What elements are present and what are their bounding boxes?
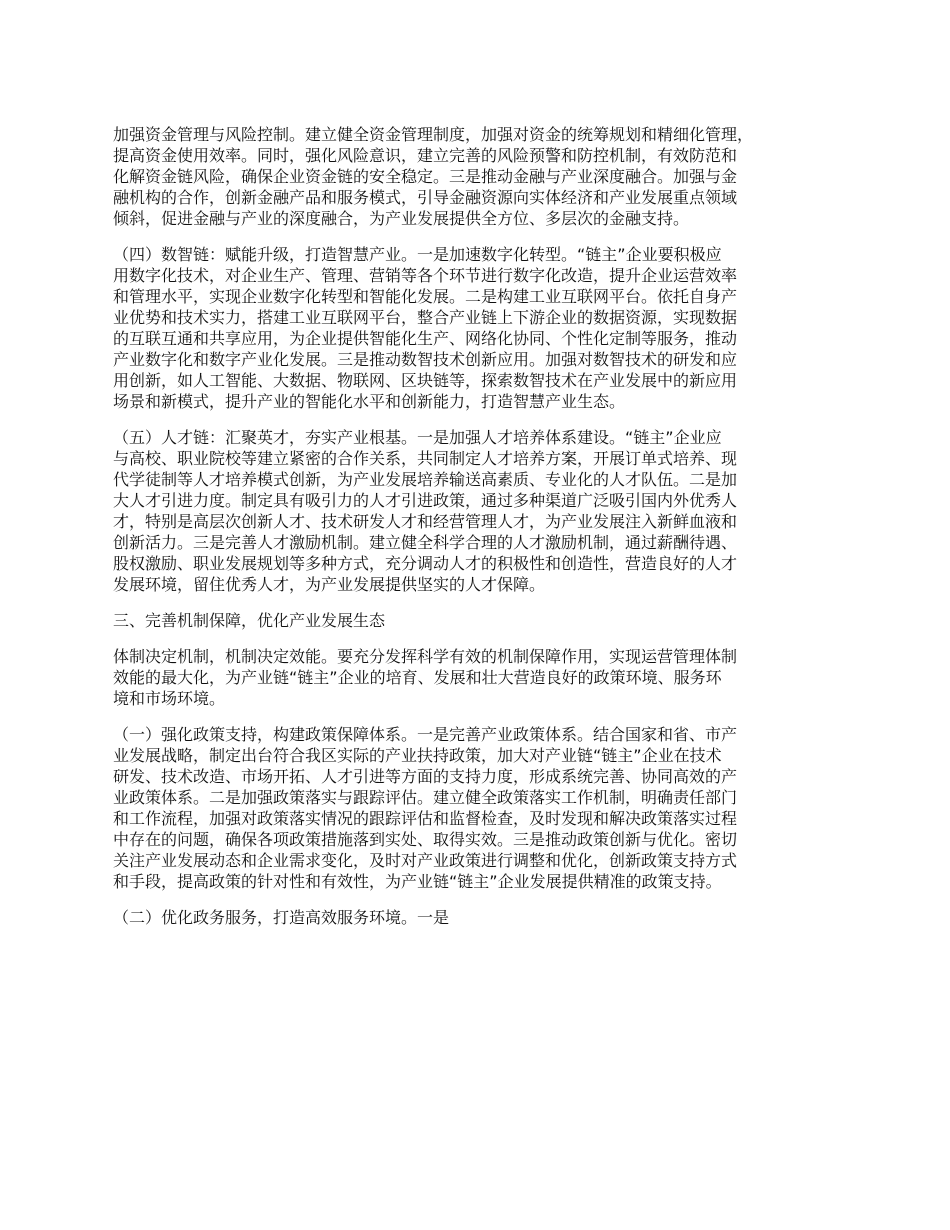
paragraph-talent-chain: （五）人才链：汇聚英才，夯实产业根基。一是加强人才培养体系建设。“链主”企业应 与高校、职业院校等建立紧密的合作关系，共同制定人才培养方案，开展订单式培养、现 代学徒制等人才培养模式创新，为产业发展培养输送高素质、专业化的人才队伍。二是加 大人才引进力度。制定具有吸引力的人才引进政策，通过多种渠道广泛吸引国内外优秀人 才，特别是高层次创新人才、技术研发人才和经营管理人才，为产业发展注入新鲜血液和 创新活力。三是完善人才激励机制。建立健全科学合理的人才激励机制，通过薪酬待遇、 股权激励、职业发展规划等多种方式，充分调动人才的积极性和创造性，营造良好的人才 发展环境，留住优秀人才，为产业发展提供坚实的人才保障。 <box>113 428 738 594</box>
paragraph-government-service: （二）优化政务服务，打造高效服务环境。一是 <box>113 908 450 927</box>
paragraph-finance-risk: 加强资金管理与风险控制。建立健全资金管理制度，加强对资金的统筹规划和精细化管理， 提高资金使用效率。同时，强化风险意识，建立完善的风险预警和防控机制，有效防范和 化解资金链风险，确保企业资金链的安全稳定。三是推动金融与产业深度融合。加强与金 融机构的合作，创新金融产品和服务模式，引导金融资源向实体经济和产业发展重点领域 倾斜，促进金融与产业的深度融合，为产业发展提供全方位、多层次的金融支持。 <box>113 125 754 228</box>
paragraph-mechanism-intro: 体制决定机制，机制决定效能。要充分发挥科学有效的机制保障作用，实现运营管理体制 效能的最大化，为产业链“链主”企业的培育、发展和壮大营造良好的政策环境、服务环 境和市场环境。 <box>113 647 738 708</box>
paragraph-policy-support: （一）强化政策支持，构建政策保障体系。一是完善产业政策体系。结合国家和省、市产 业发展战略，制定出台符合我区实际的产业扶持政策，加大对产业链“链主”企业在技术 研发、技术改造、市场开拓、人才引进等方面的支持力度，形成系统完善、协同高效的产 业政策体系。二是加强政策落实与跟踪评估。建立健全政策落实工作机制，明确责任部门 和工作流程，加强对政策落实情况的跟踪评估和监督检查，及时发现和解决政策落实过程 中存在的问题，确保各项政策措施落到实处、取得实效。三是推动政策创新与优化。密切 关注产业发展动态和企业需求变化，及时对产业政策进行调整和优化，创新政策支持方式 和手段，提高政策的针对性和有效性，为产业链“链主”企业发展提供精准的政策支持。 <box>113 725 738 891</box>
paragraph-digital-chain: （四）数智链：赋能升级，打造智慧产业。一是加速数字化转型。“链主”企业要积极应 用数字化技术，对企业生产、管理、营销等各个环节进行数字化改造，提升企业运营效率 和管理水平，实现企业数字化转型和智能化发展。二是构建工业互联网平台。依托自身产 业优势和技术实力，搭建工业互联网平台，整合产业链上下游企业的数据资源，实现数据 的互联互通和共享应用，为企业提供智能化生产、网络化协同、个性化定制等服务，推动 产业数字化和数字产业化发展。三是推动数智技术创新应用。加强对数智技术的研发和应 用创新，如人工智能、大数据、物联网、区块链等，探索数智技术在产业发展中的新应用 场景和新模式，提升产业的智能化水平和创新能力，打造智慧产业生态。 <box>113 245 738 411</box>
section-heading-mechanism: 三、完善机制保障，优化产业发展生态 <box>113 611 386 630</box>
document-page <box>113 124 843 943</box>
